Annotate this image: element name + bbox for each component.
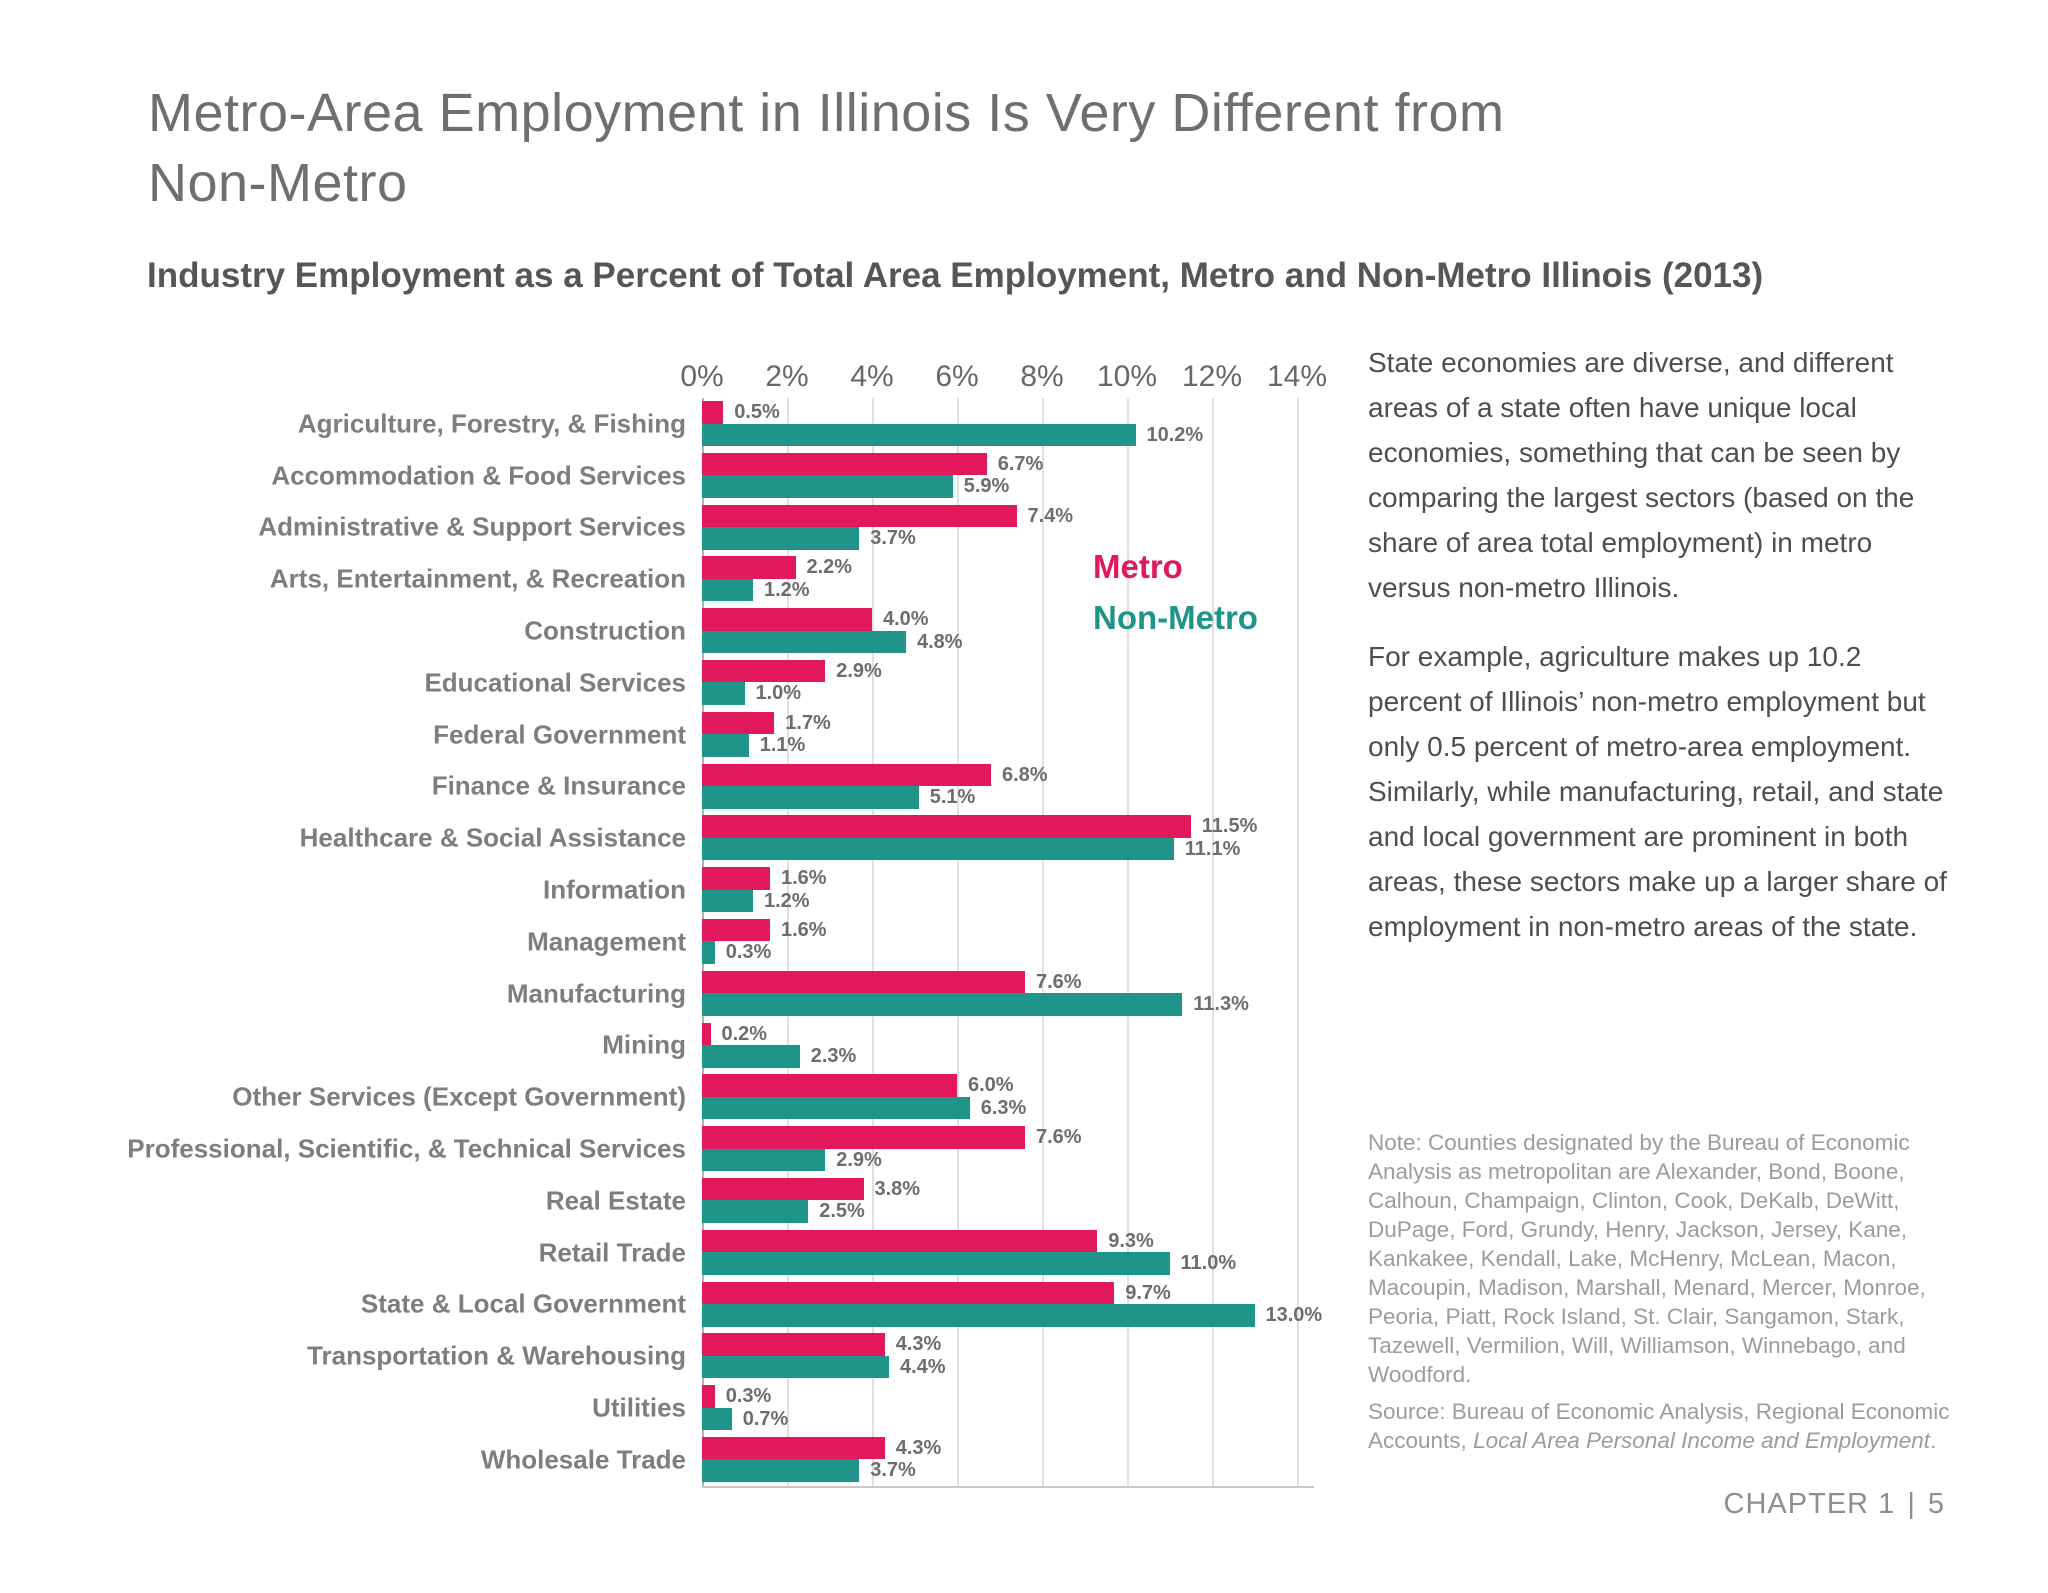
metro-value-label: 3.8%	[874, 1177, 921, 1200]
nonmetro-bar	[702, 1045, 800, 1068]
chart-row	[150, 864, 1314, 916]
category-label	[150, 1020, 702, 1072]
x-axis-tick: 12%	[1181, 360, 1243, 393]
x-axis-tick: 14%	[1266, 360, 1328, 393]
metro-value-label: 1.7%	[785, 711, 831, 734]
category-label-text: Information	[543, 874, 686, 905]
metro-value-label: 11.5%	[1201, 815, 1258, 838]
metro-bar	[702, 608, 872, 631]
category-label-text: Manufacturing	[506, 978, 686, 1009]
category-label	[150, 1434, 702, 1486]
nonmetro-value-label: 10.2%	[1146, 423, 1204, 446]
nonmetro-value-label: 4.8%	[917, 630, 963, 653]
chart-row	[150, 1279, 1323, 1331]
chart-title: Industry Employment as a Percent of Total Area Employment, Metro and Non-Metro Illinois (2013)	[147, 256, 1764, 295]
metro-bar	[702, 1023, 711, 1046]
metro-bar	[702, 1385, 715, 1408]
category-label-text: Management	[527, 926, 686, 957]
metro-bar	[702, 453, 987, 476]
metro-bar	[702, 764, 991, 787]
x-axis-tick: 0%	[680, 360, 724, 393]
chart-row	[150, 1071, 1314, 1123]
source-suffix: .	[1929, 1428, 1937, 1453]
nonmetro-value-label: 1.2%	[764, 889, 810, 912]
metro-bar	[702, 1282, 1114, 1305]
metro-value-label: 4.0%	[883, 608, 929, 631]
metro-value-label: 1.6%	[781, 918, 827, 941]
footer-page-number: 5	[1927, 1488, 1945, 1520]
category-label-text: State & Local Government	[360, 1288, 686, 1319]
nonmetro-bar	[702, 1304, 1255, 1327]
nonmetro-value-label: 6.3%	[980, 1096, 1027, 1119]
metro-value-label: 2.2%	[806, 556, 853, 579]
nonmetro-value-label: 3.7%	[870, 1459, 916, 1482]
nonmetro-bar	[702, 734, 749, 757]
chart-row	[150, 1382, 1314, 1434]
page-title-line2: Non-Metro	[148, 153, 408, 213]
category-label	[150, 812, 702, 864]
metro-value-label: 2.9%	[836, 659, 882, 682]
nonmetro-value-label: 0.3%	[725, 941, 772, 964]
nonmetro-value-label: 5.1%	[929, 786, 976, 809]
bar-group	[702, 657, 1314, 709]
nonmetro-value-label: 2.5%	[819, 1200, 865, 1223]
nonmetro-bar	[702, 1200, 808, 1223]
category-label-text: Federal Government	[433, 719, 686, 750]
chart-row	[150, 657, 1314, 709]
x-axis-tick: 8%	[1020, 360, 1064, 393]
nonmetro-bar	[702, 838, 1174, 861]
category-label-text: Agriculture, Forestry, & Fishing	[297, 408, 686, 439]
category-label	[150, 553, 702, 605]
x-axis	[150, 352, 1328, 398]
nonmetro-value-label: 1.0%	[755, 682, 802, 705]
nonmetro-bar	[702, 993, 1182, 1016]
category-label	[150, 709, 702, 761]
nonmetro-value-label: 11.3%	[1193, 993, 1249, 1016]
chart-row	[150, 1227, 1314, 1279]
metro-bar	[702, 867, 770, 890]
nonmetro-bar	[702, 475, 953, 498]
metro-bar	[702, 660, 825, 683]
bar-group	[702, 916, 1314, 968]
metro-bar	[702, 712, 774, 735]
chart-row	[150, 450, 1314, 502]
body-paragraph-1: State economies are diverse, and different areas of a state often have unique local economies, something that can be seen by comparing the largest sectors (based on the share of area total employment) in metro versus non-metro Illinois.	[1368, 347, 1915, 603]
chart-row	[150, 916, 1314, 968]
bar-group	[702, 1330, 1314, 1382]
chart-row	[150, 812, 1314, 864]
metro-bar	[702, 1178, 864, 1201]
metro-value-label: 7.6%	[1036, 970, 1082, 993]
bar-group	[702, 1175, 1314, 1227]
bar-group	[702, 812, 1314, 864]
bar-group	[702, 761, 1314, 813]
body-paragraph-2: For example, agriculture makes up 10.2 percent of Illinois’ non-metro employment but only 0.5 percent of metro-area employment. Similarly, while manufacturing, retail, and state and local government are prominent in both areas, these sectors make up a larger share of employment in non-metro areas of the state.	[1368, 641, 1947, 942]
chart-row	[150, 709, 1314, 761]
nonmetro-bar	[702, 424, 1136, 447]
category-label	[150, 502, 702, 554]
nonmetro-bar	[702, 1408, 732, 1431]
metro-value-label: 0.5%	[734, 401, 780, 423]
category-label-text: Finance & Insurance	[431, 770, 686, 801]
nonmetro-value-label: 1.1%	[759, 734, 806, 757]
nonmetro-value-label: 11.0%	[1180, 1252, 1237, 1275]
chart-row	[150, 1175, 1314, 1227]
bar-group	[702, 709, 1314, 761]
x-axis-tick: 6%	[935, 360, 979, 393]
nonmetro-bar	[702, 579, 753, 602]
x-axis-tick: 4%	[850, 360, 894, 393]
source-text	[1368, 1397, 1954, 1455]
category-label	[150, 761, 702, 813]
nonmetro-bar	[702, 631, 906, 654]
bar-group	[702, 1279, 1323, 1331]
category-label	[150, 450, 702, 502]
category-label	[150, 657, 702, 709]
metro-value-label: 0.3%	[725, 1385, 772, 1408]
nonmetro-value-label: 3.7%	[870, 527, 916, 550]
bar-chart	[127, 352, 1328, 1492]
metro-value-label: 0.2%	[721, 1022, 768, 1045]
metro-value-label: 4.3%	[895, 1436, 942, 1459]
category-label-text: Accommodation & Food Services	[271, 460, 686, 491]
legend-nonmetro-label: Non-Metro	[1093, 599, 1258, 636]
nonmetro-value-label: 13.0%	[1265, 1304, 1323, 1327]
chart-row	[150, 968, 1314, 1020]
metro-bar	[702, 971, 1025, 994]
category-label-text: Healthcare & Social Assistance	[299, 822, 686, 853]
nonmetro-value-label: 11.1%	[1184, 837, 1241, 860]
note-text: Note: Counties designated by the Bureau of Economic Analysis as metropolitan are Alexander, Bond, Boone, Calhoun, Champaign, Clinton, Cook, DeKalb, DeWitt, DuPage, Ford, Grundy, Henry, Jackson, Jersey, Kane, Kankakee, Kendall, Lake, McHenry, McLean, Macon, Macoupin, Madison, Marshall, Menard, Mercer, Monroe, Peoria, Piatt, Rock Island, St. Clair, Sangamon, Stark, Tazewell, Vermilion, Will, Williamson, Winnebago, and Woodford.	[1368, 1130, 1926, 1387]
nonmetro-bar	[702, 786, 919, 809]
category-label	[150, 1071, 702, 1123]
metro-bar	[702, 1074, 957, 1097]
nonmetro-value-label: 4.4%	[900, 1355, 946, 1378]
metro-bar	[702, 919, 770, 942]
bar-group	[702, 1434, 1314, 1486]
chart-row	[150, 398, 1314, 450]
nonmetro-bar	[702, 527, 859, 550]
category-label-text: Mining	[602, 1029, 686, 1060]
category-label-text: Retail Trade	[538, 1237, 686, 1268]
chart-legend	[1093, 541, 1258, 643]
metro-bar	[702, 815, 1191, 838]
bar-group	[702, 1123, 1314, 1175]
legend-metro-label: Metro	[1093, 548, 1183, 585]
x-axis-tick: 2%	[765, 360, 809, 393]
metro-bar	[702, 505, 1017, 528]
bar-group	[702, 1020, 1314, 1072]
category-label	[150, 1279, 702, 1331]
bar-group	[702, 450, 1314, 502]
bar-group	[702, 968, 1314, 1020]
bar-group	[702, 398, 1314, 450]
chart-row	[150, 1020, 1314, 1072]
category-label-text: Educational Services	[424, 667, 686, 698]
chart-row	[127, 1123, 1314, 1175]
nonmetro-bar	[702, 890, 753, 913]
metro-value-label: 7.4%	[1027, 504, 1074, 527]
nonmetro-bar	[702, 941, 715, 964]
nonmetro-bar	[702, 1356, 889, 1379]
metro-bar	[702, 1437, 885, 1460]
category-label	[150, 916, 702, 968]
nonmetro-value-label: 2.3%	[810, 1045, 857, 1068]
nonmetro-bar	[702, 1149, 825, 1172]
category-label	[150, 968, 702, 1020]
category-label	[150, 1382, 702, 1434]
metro-value-label: 6.8%	[1002, 763, 1048, 786]
category-label-text: Administrative & Support Services	[258, 511, 686, 542]
bar-group	[702, 1071, 1314, 1123]
page-title-line1: Metro-Area Employment in Illinois Is Very Different from	[148, 83, 1505, 143]
nonmetro-value-label: 5.9%	[963, 475, 1010, 498]
category-label	[150, 864, 702, 916]
chart-row	[150, 1330, 1314, 1382]
metro-value-label: 4.3%	[895, 1333, 942, 1356]
category-label-text: Real Estate	[545, 1185, 686, 1216]
nonmetro-value-label: 1.2%	[764, 578, 810, 601]
metro-bar	[702, 1333, 885, 1356]
category-label	[150, 605, 702, 657]
bar-group	[702, 1382, 1314, 1434]
chart-row	[150, 761, 1314, 813]
category-label-text: Arts, Entertainment, & Recreation	[269, 563, 686, 594]
metro-value-label: 7.6%	[1036, 1126, 1082, 1149]
metro-bar	[702, 556, 796, 579]
nonmetro-bar	[702, 1252, 1170, 1275]
metro-bar	[702, 401, 723, 424]
chart-row	[150, 1434, 1314, 1486]
category-label-text: Transportation & Warehousing	[307, 1340, 686, 1371]
nonmetro-bar	[702, 1459, 859, 1482]
page-footer	[1724, 1488, 1945, 1521]
metro-value-label: 6.7%	[997, 452, 1044, 475]
notes-block	[1368, 1128, 1954, 1455]
footer-separator: |	[1907, 1488, 1916, 1520]
nonmetro-value-label: 2.9%	[836, 1148, 882, 1171]
category-label	[150, 1227, 702, 1279]
category-label-text: Wholesale Trade	[480, 1444, 686, 1475]
metro-value-label: 9.7%	[1125, 1281, 1171, 1304]
source-prefix: Source: Bureau of Economic Analysis, Regional Economic Accounts,	[1368, 1399, 1950, 1453]
page-title	[148, 78, 1648, 218]
metro-value-label: 6.0%	[968, 1074, 1014, 1097]
nonmetro-bar	[702, 1097, 970, 1120]
category-label	[150, 398, 702, 450]
nonmetro-value-label: 0.7%	[742, 1407, 789, 1430]
category-label-text: Construction	[524, 615, 686, 646]
bar-group	[702, 1227, 1314, 1279]
source-italic: Local Area Personal Income and Employment	[1473, 1428, 1930, 1453]
metro-value-label: 9.3%	[1108, 1229, 1154, 1252]
metro-bar	[702, 1126, 1025, 1149]
category-label	[150, 1175, 702, 1227]
footer-chapter: CHAPTER 1	[1723, 1488, 1896, 1520]
metro-value-label: 1.6%	[781, 867, 827, 890]
category-label	[150, 1330, 702, 1382]
nonmetro-bar	[702, 682, 745, 705]
category-label-text: Professional, Scientific, & Technical Services	[127, 1133, 686, 1164]
bar-group	[702, 864, 1314, 916]
category-label	[127, 1123, 702, 1175]
category-label-text: Other Services (Except Government)	[232, 1081, 686, 1112]
metro-bar	[702, 1230, 1097, 1253]
category-label-text: Utilities	[592, 1392, 686, 1423]
x-axis-tick: 10%	[1096, 360, 1158, 393]
